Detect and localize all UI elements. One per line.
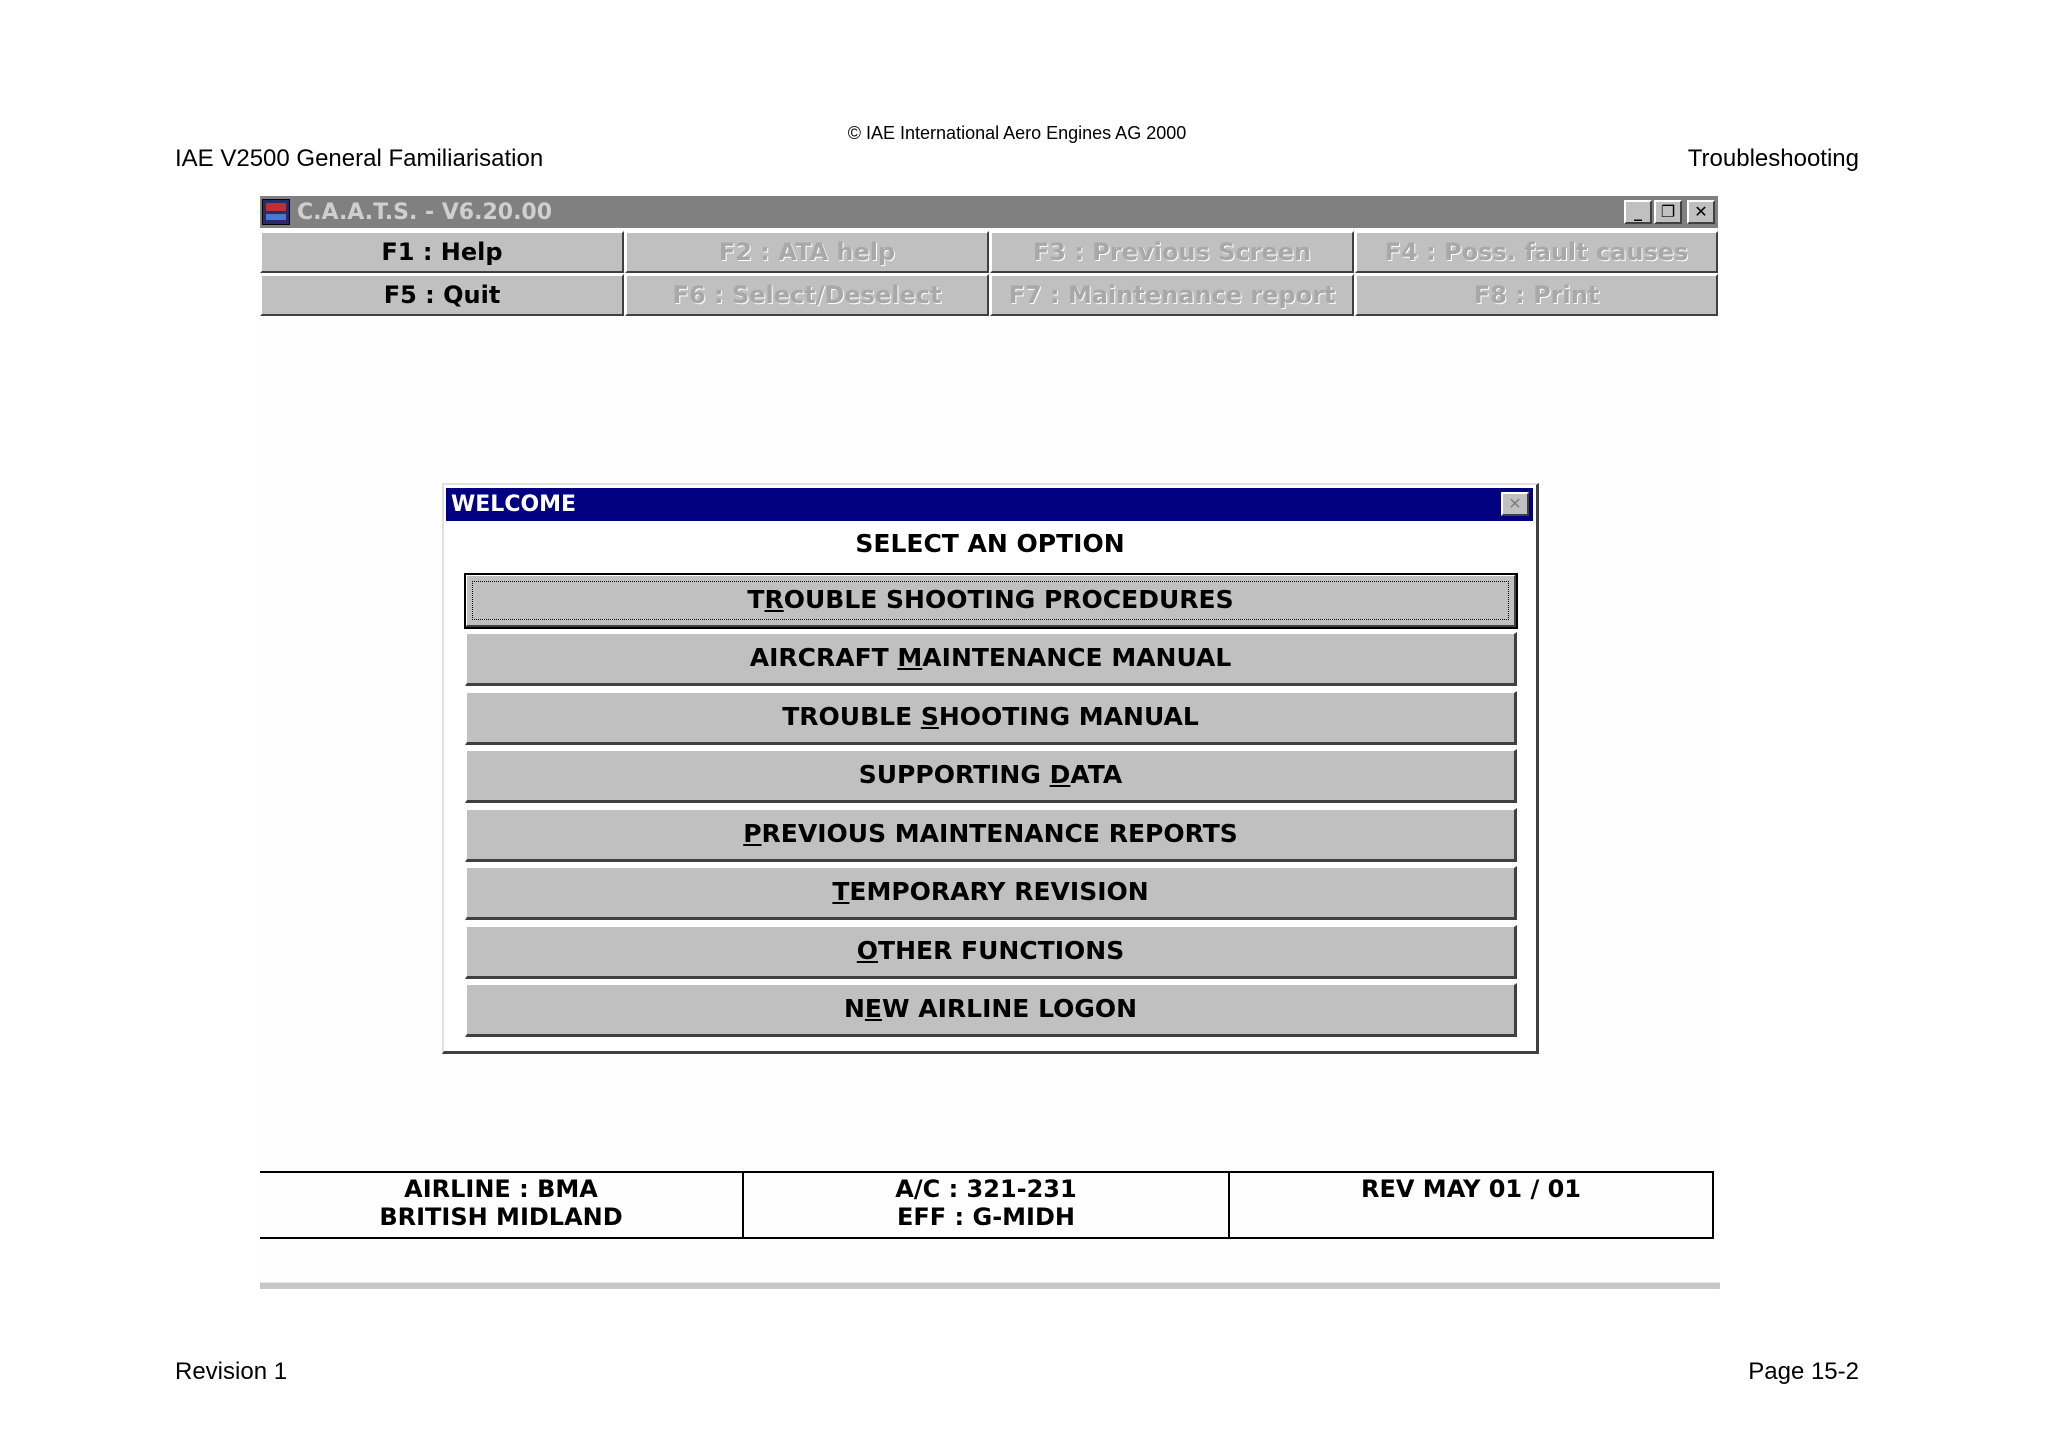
trouble-shooting-manual-button[interactable]: TROUBLE SHOOTING MANUAL	[465, 691, 1517, 745]
aircraft-type: A/C : 321-231	[895, 1175, 1077, 1203]
supporting-data-button[interactable]: SUPPORTING DATA	[465, 749, 1517, 803]
airline-code: AIRLINE : BMA	[404, 1175, 598, 1203]
trouble-shooting-procedures-button[interactable]: TROUBLE SHOOTING PROCEDURES	[465, 574, 1517, 628]
revision-cell	[1230, 1173, 1712, 1237]
app-title: C.A.A.T.S. - V6.20.00	[297, 200, 553, 225]
f8-print-button[interactable]: F8 : Print	[1355, 274, 1718, 316]
welcome-close-button[interactable]: ✕	[1501, 492, 1529, 516]
f5-quit-button[interactable]: F5 : Quit	[260, 274, 624, 316]
app-title-bar[interactable]	[260, 196, 1718, 228]
section-title: Troubleshooting	[1687, 145, 1859, 172]
welcome-title-bar[interactable]	[446, 488, 1533, 521]
f6-select-deselect-button[interactable]: F6 : Select/Deselect	[625, 274, 989, 316]
aircraft-maintenance-manual-button[interactable]: AIRCRAFT MAINTENANCE MANUAL	[465, 632, 1517, 686]
temporary-revision-button[interactable]: TEMPORARY REVISION	[465, 866, 1517, 920]
close-button[interactable]: ✕	[1687, 200, 1715, 224]
bottom-divider	[260, 1282, 1720, 1289]
page-number: Page 15-2	[1748, 1358, 1859, 1385]
f3-previous-screen-button[interactable]: F3 : Previous Screen	[990, 231, 1354, 273]
f2-ata-help-button[interactable]: F2 : ATA help	[625, 231, 989, 273]
airline-cell	[260, 1173, 744, 1237]
welcome-dialog	[442, 483, 1539, 1054]
document-title: IAE V2500 General Familiarisation	[175, 145, 544, 172]
f1-help-button[interactable]: F1 : Help	[260, 231, 624, 273]
other-functions-button[interactable]: OTHER FUNCTIONS	[465, 925, 1517, 979]
f4-poss-fault-causes-button[interactable]: F4 : Poss. fault causes	[1355, 231, 1718, 273]
minimize-button[interactable]: _	[1624, 200, 1652, 224]
restore-button[interactable]: ❐	[1654, 200, 1682, 224]
f7-maintenance-report-button[interactable]: F7 : Maintenance report	[990, 274, 1354, 316]
airline-name: BRITISH MIDLAND	[379, 1203, 623, 1231]
aircraft-cell	[744, 1173, 1230, 1237]
status-bar	[260, 1171, 1714, 1239]
aircraft-effectivity: EFF : G-MIDH	[897, 1203, 1075, 1231]
revision-label: Revision 1	[175, 1358, 288, 1385]
welcome-title: WELCOME	[451, 492, 577, 517]
select-option-prompt: SELECT AN OPTION	[855, 529, 1125, 558]
new-airline-logon-button[interactable]: NEW AIRLINE LOGON	[465, 983, 1517, 1037]
revision-date: REV MAY 01 / 01	[1361, 1175, 1581, 1203]
copyright-notice: © IAE International Aero Engines AG 2000	[847, 123, 1187, 143]
previous-maintenance-reports-button[interactable]: PREVIOUS MAINTENANCE REPORTS	[465, 808, 1517, 862]
caats-logo-icon	[262, 199, 290, 225]
